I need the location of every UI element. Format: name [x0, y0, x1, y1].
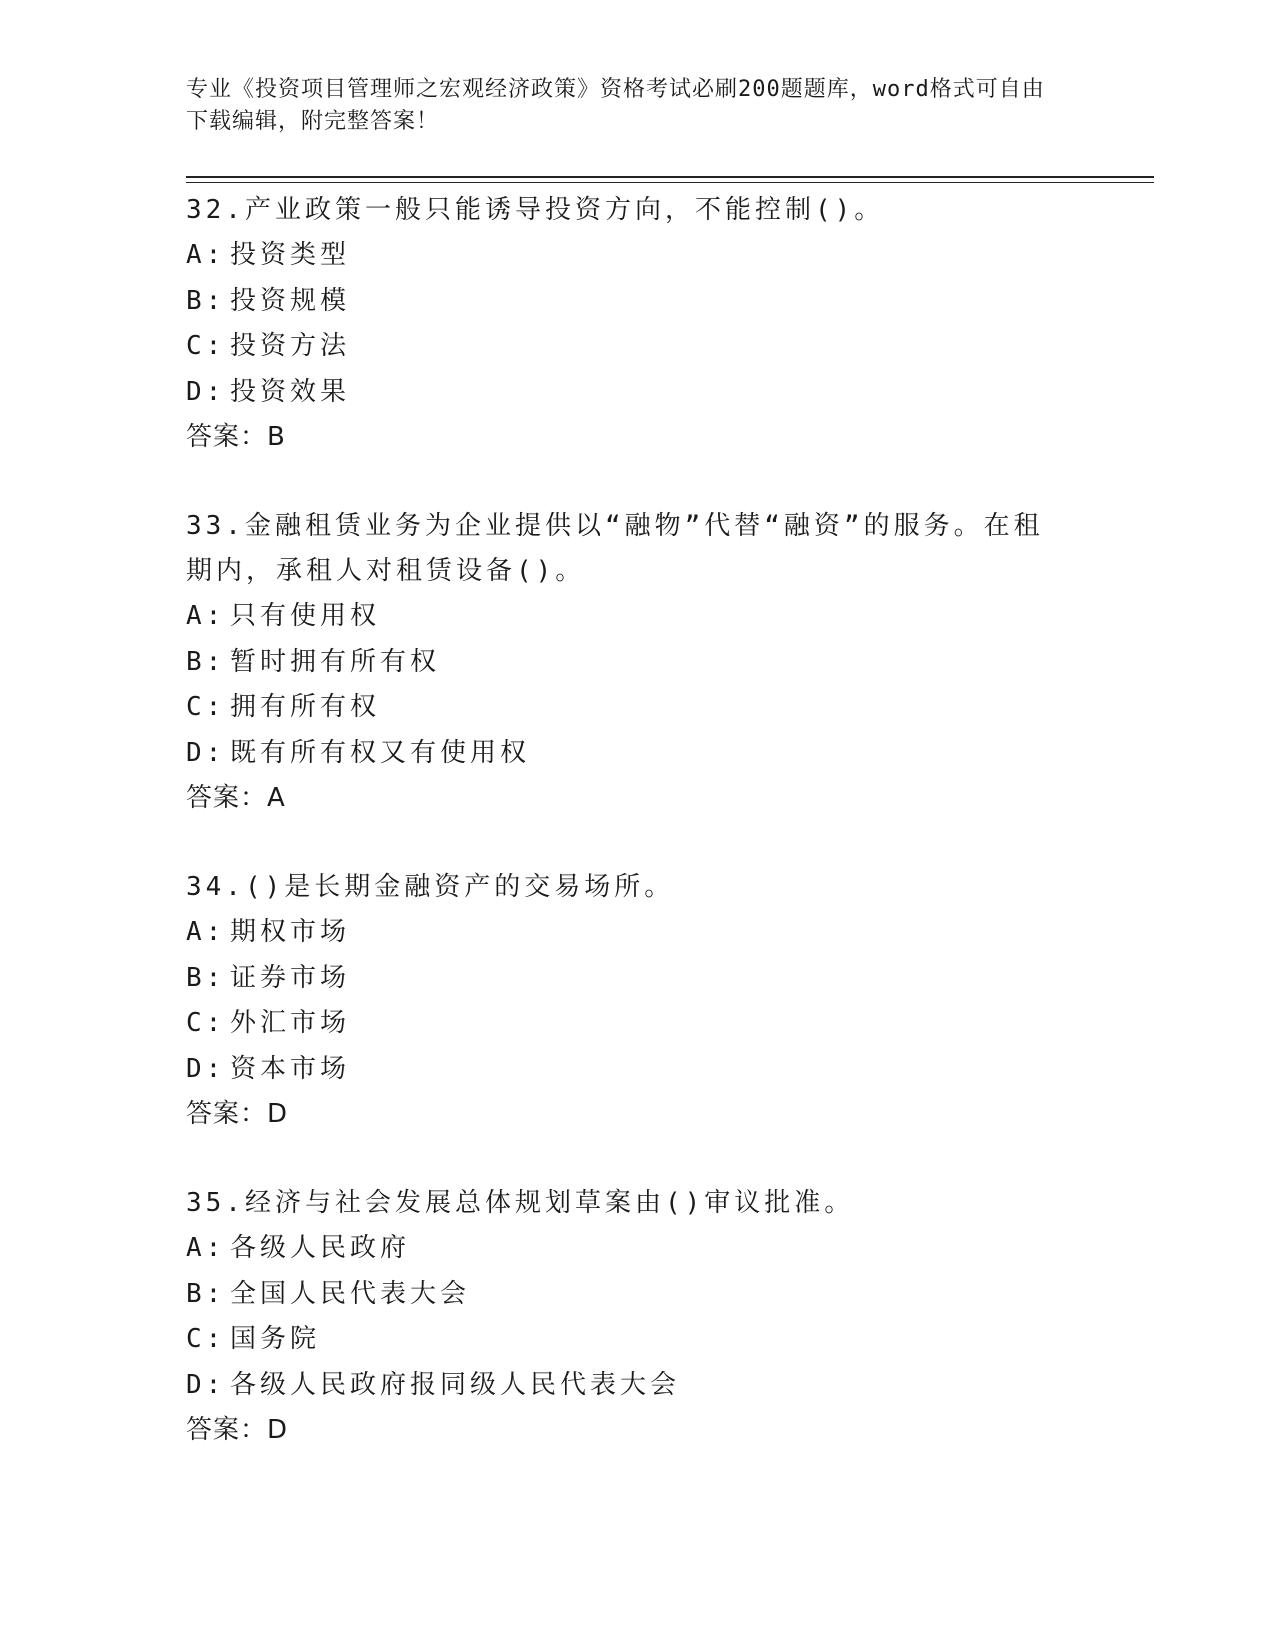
question-stem: 32.产业政策一般只能诱导投资方向，不能控制()。 [186, 195, 885, 225]
option-d [186, 1363, 1086, 1409]
option-key: C: [186, 1324, 226, 1354]
option-a [186, 910, 1086, 956]
option-key: B: [186, 962, 226, 993]
option-b [186, 1272, 1086, 1318]
option-key: D: [186, 1369, 226, 1400]
answer-label: 答案：A [186, 783, 286, 813]
option-c [186, 1317, 1086, 1363]
option-text: 投资方法 [230, 331, 351, 361]
question-list [186, 188, 1086, 1497]
option-b [186, 640, 1086, 686]
option-text: 资本市场 [230, 1053, 351, 1084]
question-33 [186, 504, 1086, 821]
option-text: 国务院 [230, 1324, 321, 1354]
header-rule-thin [186, 182, 1154, 183]
header-rule-thick [186, 176, 1154, 178]
option-text: 各级人民政府报同级人民代表大会 [230, 1369, 681, 1400]
answer-label: 答案：B [186, 422, 286, 452]
question-35 [186, 1181, 1086, 1453]
answer-label: 答案：D [186, 1415, 289, 1445]
option-key: B: [186, 646, 226, 677]
option-text: 证券市场 [230, 962, 351, 993]
option-text: 暂时拥有所有权 [230, 646, 441, 677]
option-a [186, 594, 1086, 640]
option-key: B: [186, 285, 226, 316]
option-b [186, 956, 1086, 1002]
option-key: C: [186, 1008, 226, 1038]
option-d [186, 731, 1086, 777]
option-d [186, 370, 1086, 416]
option-c [186, 324, 1086, 370]
option-c [186, 1001, 1086, 1047]
option-key: D: [186, 737, 226, 768]
document-header: 专业《投资项目管理师之宏观经济政策》资格考试必刷200题题库，word格式可自由下载编辑，附完整答案！ [186, 77, 1045, 134]
option-text: 投资类型 [230, 240, 351, 270]
option-b [186, 279, 1086, 325]
option-text: 全国人民代表大会 [230, 1278, 471, 1309]
option-a [186, 233, 1086, 279]
question-32 [186, 188, 1086, 460]
option-text: 只有使用权 [230, 601, 381, 631]
option-c [186, 685, 1086, 731]
question-stem: 35.经济与社会发展总体规划草案由()审议批准。 [186, 1188, 855, 1218]
option-key: D: [186, 1053, 226, 1084]
option-key: A: [186, 240, 226, 270]
option-key: C: [186, 692, 226, 722]
option-text: 期权市场 [230, 917, 351, 947]
option-text: 外汇市场 [230, 1008, 351, 1038]
answer-label: 答案：D [186, 1099, 289, 1129]
question-stem: 34.()是长期金融资产的交易场所。 [186, 872, 675, 902]
option-text: 既有所有权又有使用权 [230, 737, 531, 768]
option-key: A: [186, 601, 226, 631]
option-text: 拥有所有权 [230, 692, 381, 722]
option-d [186, 1047, 1086, 1093]
option-text: 投资规模 [230, 285, 351, 316]
option-key: B: [186, 1278, 226, 1309]
option-text: 各级人民政府 [230, 1233, 411, 1263]
option-key: A: [186, 1233, 226, 1263]
option-key: C: [186, 331, 226, 361]
question-34 [186, 865, 1086, 1137]
option-a [186, 1226, 1086, 1272]
question-stem: 33.金融租赁业务为企业提供以“融物”代替“融资”的服务。在租期内，承租人对租赁设备()。 [186, 511, 1044, 586]
option-key: A: [186, 917, 226, 947]
option-text: 投资效果 [230, 376, 351, 407]
option-key: D: [186, 376, 226, 407]
